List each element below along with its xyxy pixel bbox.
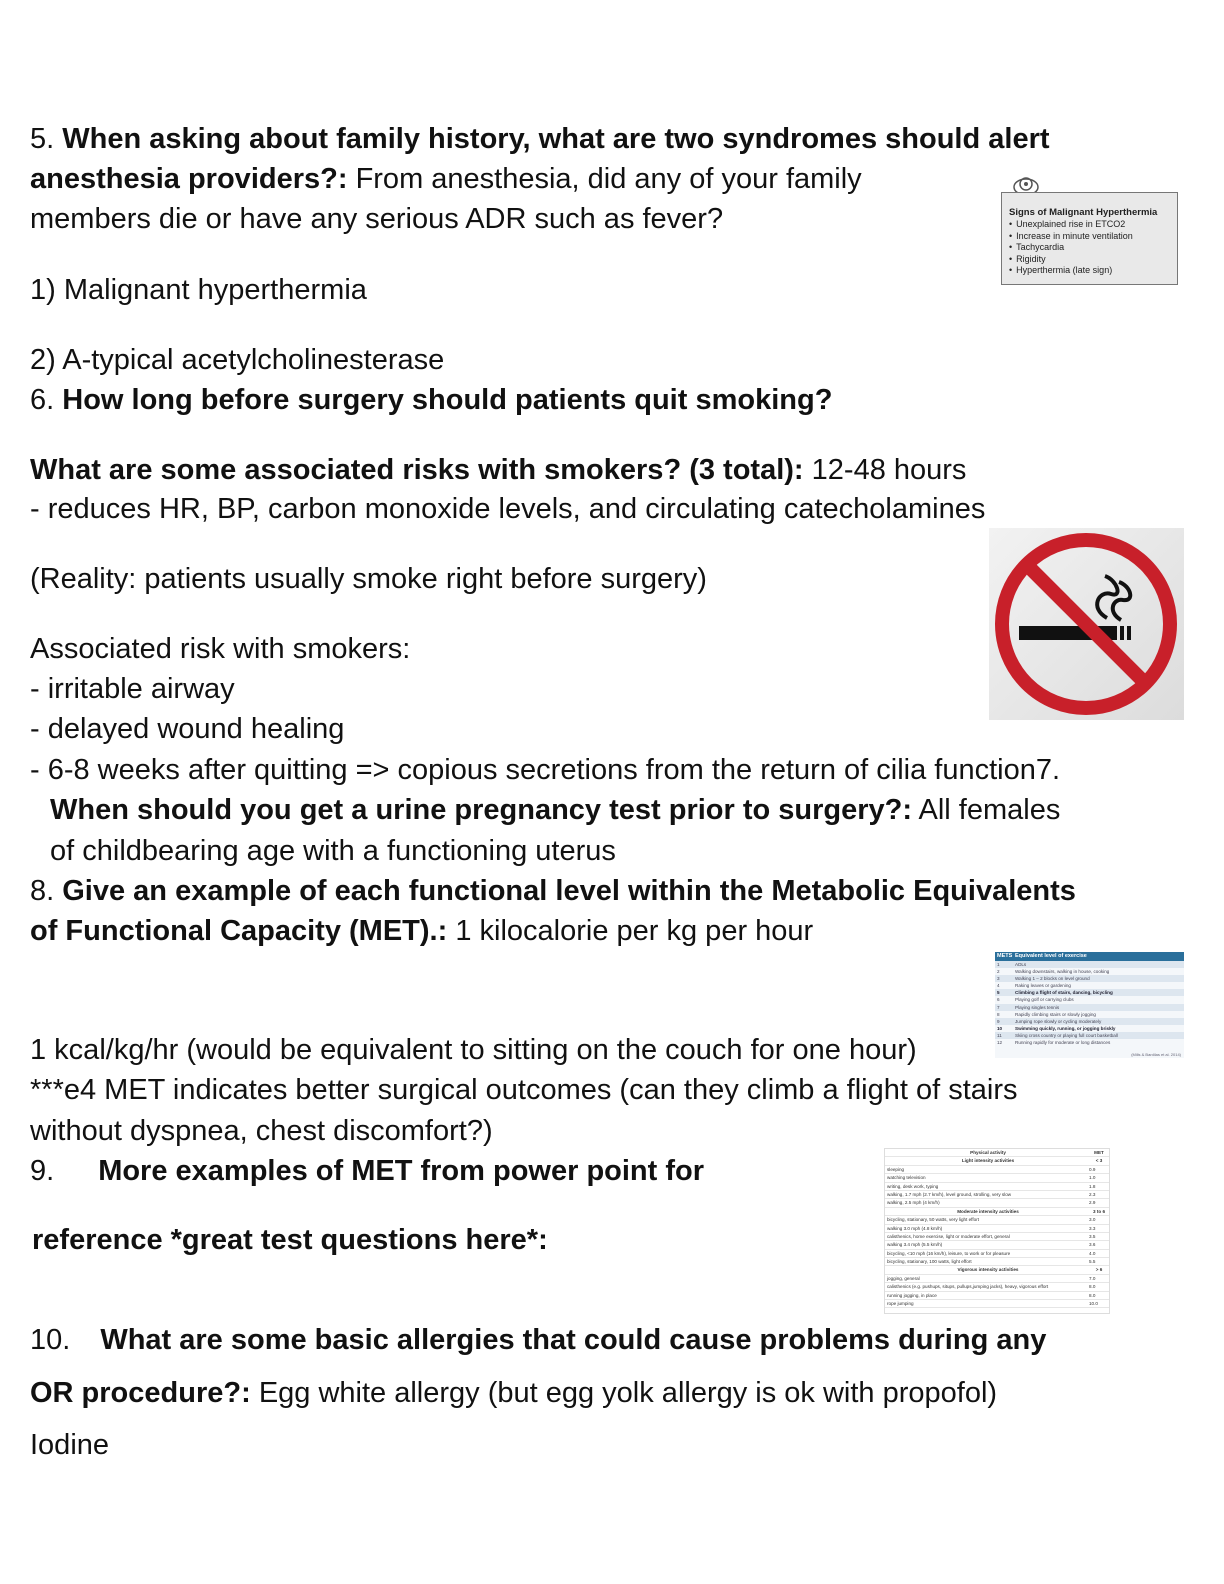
pa-met: 2.3 [1089, 1191, 1096, 1197]
met-header-exercise: Equivalent level of exercise [1015, 953, 1087, 959]
q6-line-1 [30, 383, 832, 417]
q6-line-4: (Reality: patients usually smoke right before surgery) [30, 563, 707, 595]
met-exercise: Jumping rope slowly or cycling moderately [1015, 1018, 1102, 1024]
pa-table-row [885, 1233, 1109, 1241]
q8-line-2 [30, 914, 813, 948]
pa-met: 5.5 [1089, 1259, 1096, 1265]
pa-table-row [885, 1283, 1109, 1291]
met-value: 6 [997, 997, 1000, 1003]
met-table-row [995, 961, 1184, 968]
pa-table-row [885, 1183, 1109, 1191]
pa-met: 1.8 [1089, 1183, 1096, 1189]
q6-answer: 12-48 hours [811, 454, 967, 486]
met-table-row [995, 982, 1184, 989]
q9-line-1 [30, 1154, 704, 1188]
q8-line-1 [30, 874, 1076, 908]
met-exercise: Walking downstairs, walking in house, cooking [1015, 969, 1110, 975]
q7-line-1 [50, 793, 1060, 827]
q7-answer-a: All females [918, 794, 1061, 826]
pa-activity: walking 3.4 mph (5.5 km/h) [887, 1242, 943, 1248]
mh-sign: • Hyperthermia (late sign) [1009, 265, 1177, 277]
pa-table-row [885, 1292, 1109, 1300]
pa-activity: rope jumping [887, 1301, 914, 1307]
pa-activity: bicycling, <10 mph (16 km/h), leisure, to work or for pleasure [887, 1250, 1011, 1256]
q8-number: 8. [30, 875, 55, 907]
q9-number: 9. [30, 1155, 55, 1187]
met-table-row [995, 975, 1184, 982]
pa-activity: sleeping [887, 1166, 905, 1172]
pa-met: 8.0 [1089, 1292, 1096, 1298]
physical-activity-table [884, 1148, 1110, 1314]
pa-met: 3.6 [1089, 1242, 1096, 1248]
q5-item-1: 1) Malignant hyperthermia [30, 274, 367, 306]
pa-met: 1.0 [1089, 1175, 1096, 1181]
pa-table-row [885, 1199, 1109, 1207]
pa-met: 10.0 [1089, 1301, 1098, 1307]
met-exercise: Playing golf or carrying clubs [1015, 997, 1074, 1003]
q9-question-a: More examples of MET from power point for [98, 1155, 705, 1187]
q6-risk-3: - 6-8 weeks after quitting => copious secretions from the return of cilia function7. [30, 754, 1061, 786]
q5-item-2: 2) A-typical acetylcholinesterase [30, 344, 445, 376]
pa-activity: walking, 1.7 mph (2.7 km/h), level ground, strolling, very slow [887, 1191, 1012, 1197]
met-exercise: Swimming quickly, running, or jogging briskly [1015, 1025, 1116, 1031]
pa-activity: running jogging, in place [887, 1292, 937, 1298]
pa-table-row [885, 1275, 1109, 1283]
met-value: 11 [997, 1032, 1002, 1038]
q8-question-a: Give an example of each functional level within the Metabolic Equivalents [62, 875, 1076, 907]
pa-table-row [885, 1241, 1109, 1249]
met-table-row [995, 1018, 1184, 1025]
pa-activity: walking 3.0 mph (4.8 km/h) [887, 1225, 943, 1231]
pa-activity: bicycling, stationary, 100 watts, light effort [887, 1259, 972, 1265]
mh-sign: • Tachycardia [1009, 242, 1177, 254]
pa-table-row [885, 1216, 1109, 1224]
met-exercise: Running rapidly for moderate or long distances [1015, 1040, 1111, 1046]
met-value: 2 [997, 969, 1000, 975]
q6-risk-1: - irritable airway [30, 673, 235, 705]
q5-question-b: anesthesia providers?: [30, 163, 348, 195]
met-value: 4 [997, 983, 1000, 989]
mh-signs-list [1009, 219, 1177, 277]
q5-line-1 [30, 122, 1050, 156]
q5-answer-a: From anesthesia, did any of your family [355, 163, 862, 195]
pa-table-header [885, 1149, 1109, 1157]
q10-answer: Egg white allergy (but egg yolk allergy is ok with propofol) [258, 1377, 998, 1409]
q8-question-b: of Functional Capacity (MET).: [30, 915, 448, 947]
pa-met: 3.0 [1089, 1217, 1096, 1223]
met-exercise: Playing singles tennis [1015, 1004, 1060, 1010]
pa-section-title: Vigorous intensity activities [957, 1267, 1019, 1273]
pa-met: 3.5 [1089, 1233, 1096, 1239]
pa-section-met: 3 to 6 [1093, 1208, 1105, 1214]
q6-question: How long before surgery should patients quit smoking? [62, 384, 833, 416]
pa-met: 2.9 [1089, 1200, 1096, 1206]
q8-answer: 1 kilocalorie per kg per hour [455, 915, 814, 947]
pa-activity: watching television [887, 1175, 926, 1181]
pa-section-title: Light intensity activities [961, 1158, 1015, 1164]
pa-table-row [885, 1300, 1109, 1308]
pa-table-row [885, 1166, 1109, 1174]
met-table-header [995, 952, 1184, 961]
met-table-row [995, 968, 1184, 975]
pa-section-met: > 6 [1095, 1267, 1103, 1273]
met-table-row [995, 1025, 1184, 1032]
malignant-hyperthermia-figure [1001, 192, 1178, 285]
met-value: 7 [997, 1004, 1000, 1010]
met-exercise: Climbing a flight of stairs, dancing, bicycling [1015, 990, 1113, 996]
mh-sign: • Rigidity [1009, 254, 1177, 266]
pa-activity: jogging, general [887, 1275, 920, 1281]
met-exercise: Raking leaves or gardening [1015, 983, 1071, 989]
q7-line-2: of childbearing age with a functioning uterus [50, 835, 616, 867]
mh-sign: • Unexplained rise in ETCO2 [1009, 219, 1177, 231]
met-table-row [995, 1032, 1184, 1039]
met-value: 8 [997, 1011, 1000, 1017]
met-value: 12 [997, 1040, 1003, 1046]
met-table [995, 952, 1184, 1058]
q6-question-2: What are some associated risks with smokers? (3 total): [30, 454, 804, 486]
pa-section-header [885, 1157, 1109, 1165]
met-table-row [995, 996, 1184, 1003]
pa-header-met: MET [1094, 1150, 1104, 1155]
met-exercise: ADLs [1015, 962, 1027, 967]
met-header-mets: METS [997, 953, 1013, 959]
met-exercise: Skiing cross country or playing full court basketball [1015, 1032, 1118, 1038]
met-table-row [995, 1011, 1184, 1018]
met-value: 10 [997, 1025, 1003, 1031]
pa-activity: calisthenics (e.g. pushups, situps, pullups,jumping jacks), heavy, vigorous effort [887, 1284, 1049, 1290]
q8-line-3: 1 kcal/kg/hr (would be equivalent to sitting on the couch for one hour) [30, 1034, 917, 1066]
q5-line-2 [30, 162, 862, 196]
mh-sign: • Increase in minute ventilation [1009, 231, 1177, 243]
q9-line-2 [32, 1223, 548, 1257]
q8-line-4: ***e4 MET indicates better surgical outcomes (can they climb a flight of stairs [30, 1074, 1018, 1106]
pa-met: 8.0 [1089, 1284, 1096, 1290]
q5-line-3: members die or have any serious ADR such as fever? [30, 203, 724, 235]
q10-number: 10. [30, 1324, 71, 1356]
q6-line-3: - reduces HR, BP, carbon monoxide levels, and circulating catecholamines [30, 493, 986, 525]
pa-table-row [885, 1250, 1109, 1258]
q10-line-3: Iodine [30, 1429, 110, 1461]
met-value: 5 [997, 990, 1000, 996]
q8-line-5: without dyspnea, chest discomfort?) [30, 1115, 493, 1147]
met-value: 3 [997, 976, 1000, 982]
q10-question-b: OR procedure?: [30, 1377, 251, 1409]
pa-section-header [885, 1208, 1109, 1216]
q6-risk-header: Associated risk with smokers: [30, 633, 411, 665]
met-exercise: Walking 1 – 2 blocks on level ground [1015, 976, 1090, 982]
q10-line-2 [30, 1376, 997, 1410]
pa-met: 4.0 [1089, 1250, 1096, 1256]
pa-met: 0.9 [1089, 1166, 1096, 1172]
mh-figure-title: Signs of Malignant Hyperthermia [1009, 207, 1158, 218]
met-table-row [995, 1039, 1184, 1046]
pa-activity: calisthenics, home exercise, light or moderate effort, general [887, 1233, 1010, 1239]
q9-question-b: reference *great test questions here*: [32, 1224, 548, 1256]
q6-number: 6. [30, 384, 55, 416]
met-table-row [995, 989, 1184, 996]
q10-line-1 [30, 1323, 1046, 1357]
q7-question: When should you get a urine pregnancy test prior to surgery?: [50, 794, 913, 826]
pa-activity: writing, desk work, typing [887, 1183, 939, 1189]
pa-header-activity: Physical activity [970, 1150, 1006, 1155]
q6-risk-2: - delayed wound healing [30, 713, 345, 745]
met-source: (Mills & Bardilas et al. 2014) [1131, 1052, 1181, 1057]
q6-line-2 [30, 453, 966, 487]
met-exercise: Rapidly climbing stairs or slowly jogging [1015, 1011, 1096, 1017]
met-value: 9 [997, 1018, 1000, 1024]
pa-table-row [885, 1258, 1109, 1266]
met-table-row [995, 1004, 1184, 1011]
pa-table-row [885, 1225, 1109, 1233]
pa-section-title: Moderate intensity activities [957, 1208, 1019, 1214]
no-smoking-image [989, 528, 1184, 720]
q10-question-a: What are some basic allergies that could cause problems during any [100, 1324, 1047, 1356]
met-value: 1 [997, 962, 1000, 967]
pa-met: 3.3 [1089, 1225, 1096, 1231]
pa-table-row [885, 1174, 1109, 1182]
no-smoking-icon [989, 528, 1184, 720]
pa-met: 7.0 [1089, 1275, 1096, 1281]
pa-section-header [885, 1266, 1109, 1274]
pa-activity: walking, 2.5 mph (4 km/h) [887, 1200, 940, 1206]
pa-activity: bicycling, stationary, 50 watts, very light effort [887, 1217, 980, 1223]
q5-number: 5. [30, 123, 55, 155]
pa-section-met: < 3 [1095, 1158, 1103, 1164]
q5-question-a: When asking about family history, what are two syndromes should alert [62, 123, 1050, 155]
pa-table-row [885, 1191, 1109, 1199]
